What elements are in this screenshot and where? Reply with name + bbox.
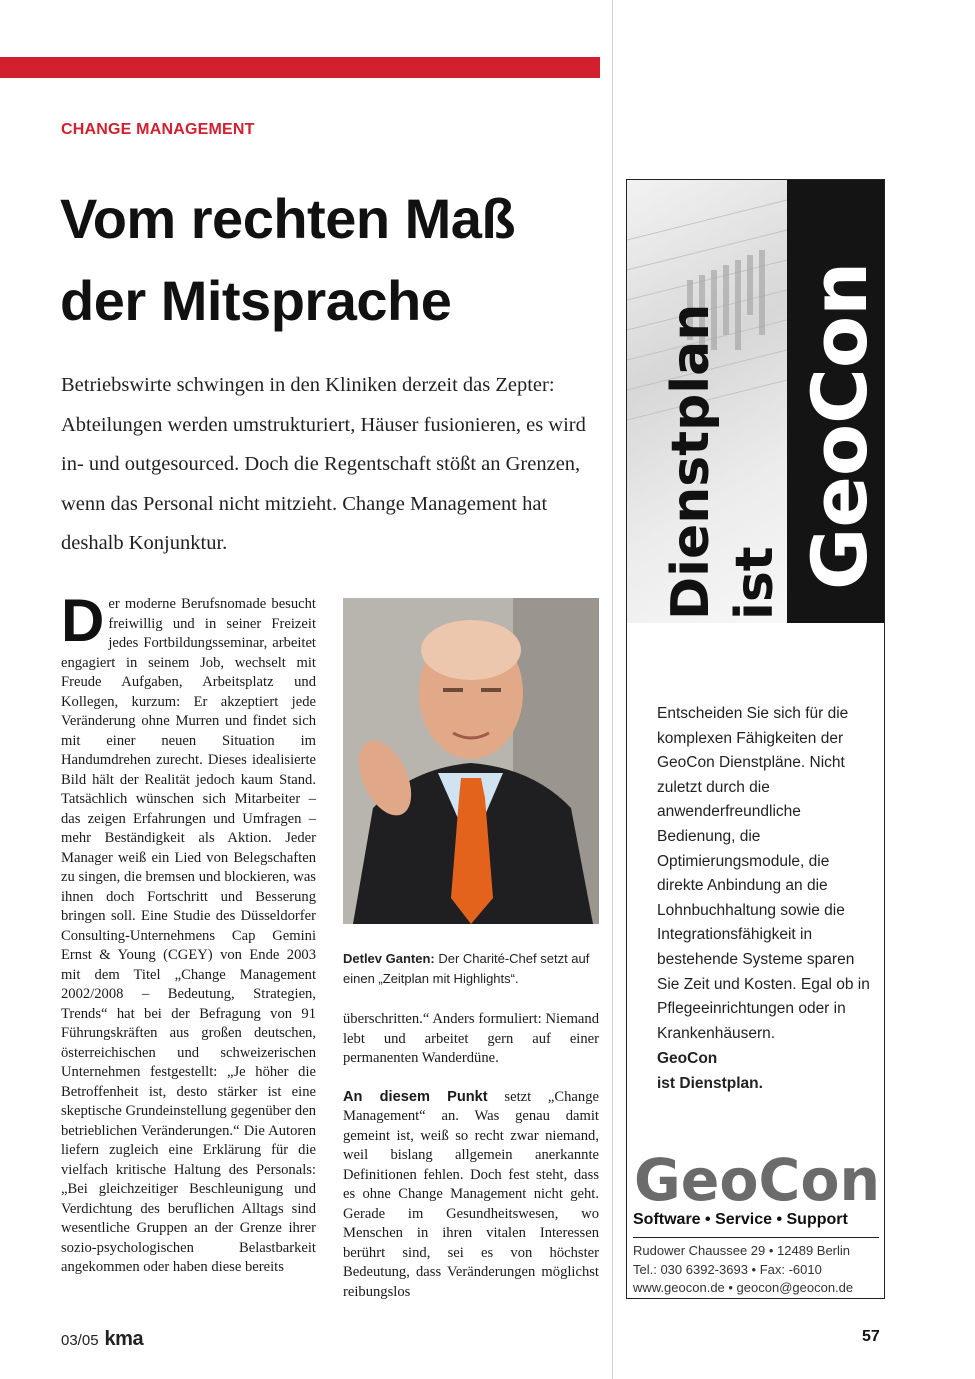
- article-text-col2-p2: [343, 1088, 599, 1303]
- article-text-col2-p2-body: setzt „Change Management“ an. Was genau damit gemeint ist, weiß so recht zwar niemand, weil bislang allgemein anerkannte Definitionen fehlen. Doch fest steht, dass es ohne Change Management nicht geht. Gerade im Gesundheitswesen, wo Menschen in ihren vitalen Interessen berührt sind, sei es von höchster Bedeutung, dass Veränderungen möglichst reibungslos: [343, 1088, 599, 1300]
- geocon-logo: [632, 1150, 882, 1210]
- ad-web: www.geocon.de • geocon@geocon.de: [633, 1280, 854, 1295]
- drop-cap: D: [61, 587, 105, 654]
- ad-vertical-text-ist: ist: [725, 546, 785, 620]
- headline: [60, 178, 600, 342]
- headline-line-1: Vom rechten Maß: [60, 187, 516, 250]
- lead-paragraph: Betriebswirte schwingen in den Kliniken derzeit das Zepter: Abteilungen werden umstrukturiert, Häuser fusionieren, es wird in- und outgesourced. Doch die Regentschaft stößt an Grenzen, wenn das Personal nicht mitzieht. Change Management hat deshalb Konjunktur.: [61, 374, 586, 554]
- article-text-col2-p1: überschritten.“ Anders formuliert: Niemand lebt und arbeitet gern auf einer permanenten Wanderdüne.: [343, 1011, 599, 1066]
- magazine-logo: kma: [104, 1328, 144, 1350]
- portrait-photo: [343, 598, 599, 924]
- ad-vertical-text-dienstplan: Dienstplan: [661, 303, 721, 620]
- footer-issue: [61, 1328, 143, 1351]
- ad-vertical-brand: GeoCon: [795, 261, 884, 590]
- top-accent-bar: [0, 57, 600, 78]
- column-divider: [612, 0, 613, 1379]
- page-number: 57: [862, 1328, 880, 1345]
- caption-text: Der Charité-Chef setzt auf einen „Zeitplan mit Highlights“.: [343, 951, 590, 986]
- geocon-logo-text: GeoCon: [634, 1150, 880, 1210]
- ad-slogan-line-1: GeoCon: [657, 1050, 718, 1067]
- article-column-1: [61, 587, 316, 1278]
- ad-slogan: [657, 1047, 763, 1096]
- article-text-col1: er moderne Berufsnomade besucht freiwillig und in seiner Freizeit jedes Fortbildungsseminar, arbeitet engagiert in seinem Job, wechselt mit Freude Aufgaben, Arbeitsplatz und Kollegen, kurzum: Er akzeptiert jede Veränderung ohne Murren und findet sich mit einer neuen Situation im Handumdrehen zurecht. Dieses idealisierte Bild hält der Realität jedoch kaum Stand. Tatsächlich wünschen sich Mitarbeiter – das zeigen Erfahrungen und Umfragen – mehr Beständigkeit als Aktion. Jeder Manager weiß ein Lied von Belegschaften zu singen, die bremsen und blockieren, was ihnen doch Fortschritt und Besserung bringen soll. Eine Studie des Düsseldorfer Consulting-Unternehmens Cap Gemini Ernst & Young (CGEY) von Ende 2003 mit dem Titel „Change Management 2002/2008 – Bedeutung, Strategien, Trends“ hat bei der Befragung von 91 Führungskräften aus großen deutschen, österreichischen und schweizerischen Unternehmen festgestellt: „Je höher die Betroffenheit ist, desto stärker ist eine skeptische Grundeinstellung gegenüber den betrieblichen Veränderungen.“ Die Autoren liefern zugleich eine Erklärung für die vielfach kritische Haltung des Personals: „Bei gleichzeitiger Beschleunigung und Verdichtung des beruflichen Alltags sind wesentliche Gruppen an der Grenze ihrer sozio-psychologischen Belastbarkeit angekommen oder haben diese bereits: [61, 596, 316, 1275]
- ad-phone: Tel.: 030 6392-3693 • Fax: -6010: [633, 1261, 822, 1277]
- headline-line-2: der Mitsprache: [60, 269, 452, 332]
- portrait-illustration: [343, 598, 599, 924]
- ad-body-text: Entscheiden Sie sich für die komplexen Fähigkeiten der GeoCon Dienstpläne. Nicht zuletzt durch die anwenderfreundliche Bedienung, die Optimierungsmodule, die direkte Anbindung an die Lohnbuchhaltung sowie die Integrationsfähigkeit in bestehende Systeme sparen Sie Zeit und Kosten. Egal ob in Pflegeeinrichtungen oder in Krankenhäusern.: [657, 705, 870, 1042]
- ad-banner: [627, 180, 884, 623]
- ad-address: Rudower Chaussee 29 • 12489 Berlin: [633, 1243, 851, 1258]
- paragraph-lead-in: An diesem Punkt: [343, 1088, 488, 1105]
- section-label: CHANGE MANAGEMENT: [61, 121, 255, 138]
- ad-tagline: Software • Service • Support: [633, 1211, 848, 1228]
- caption-name: Detlev Ganten:: [343, 951, 435, 966]
- article-column-2: [343, 1010, 599, 1302]
- geocon-advertisement: [626, 179, 885, 1299]
- ad-contact: [633, 1242, 853, 1298]
- photo-caption: [343, 949, 599, 989]
- ad-rule: [633, 1237, 879, 1238]
- issue-number: 03/05: [61, 1332, 99, 1349]
- ad-slogan-line-2: ist Dienstplan.: [657, 1074, 763, 1092]
